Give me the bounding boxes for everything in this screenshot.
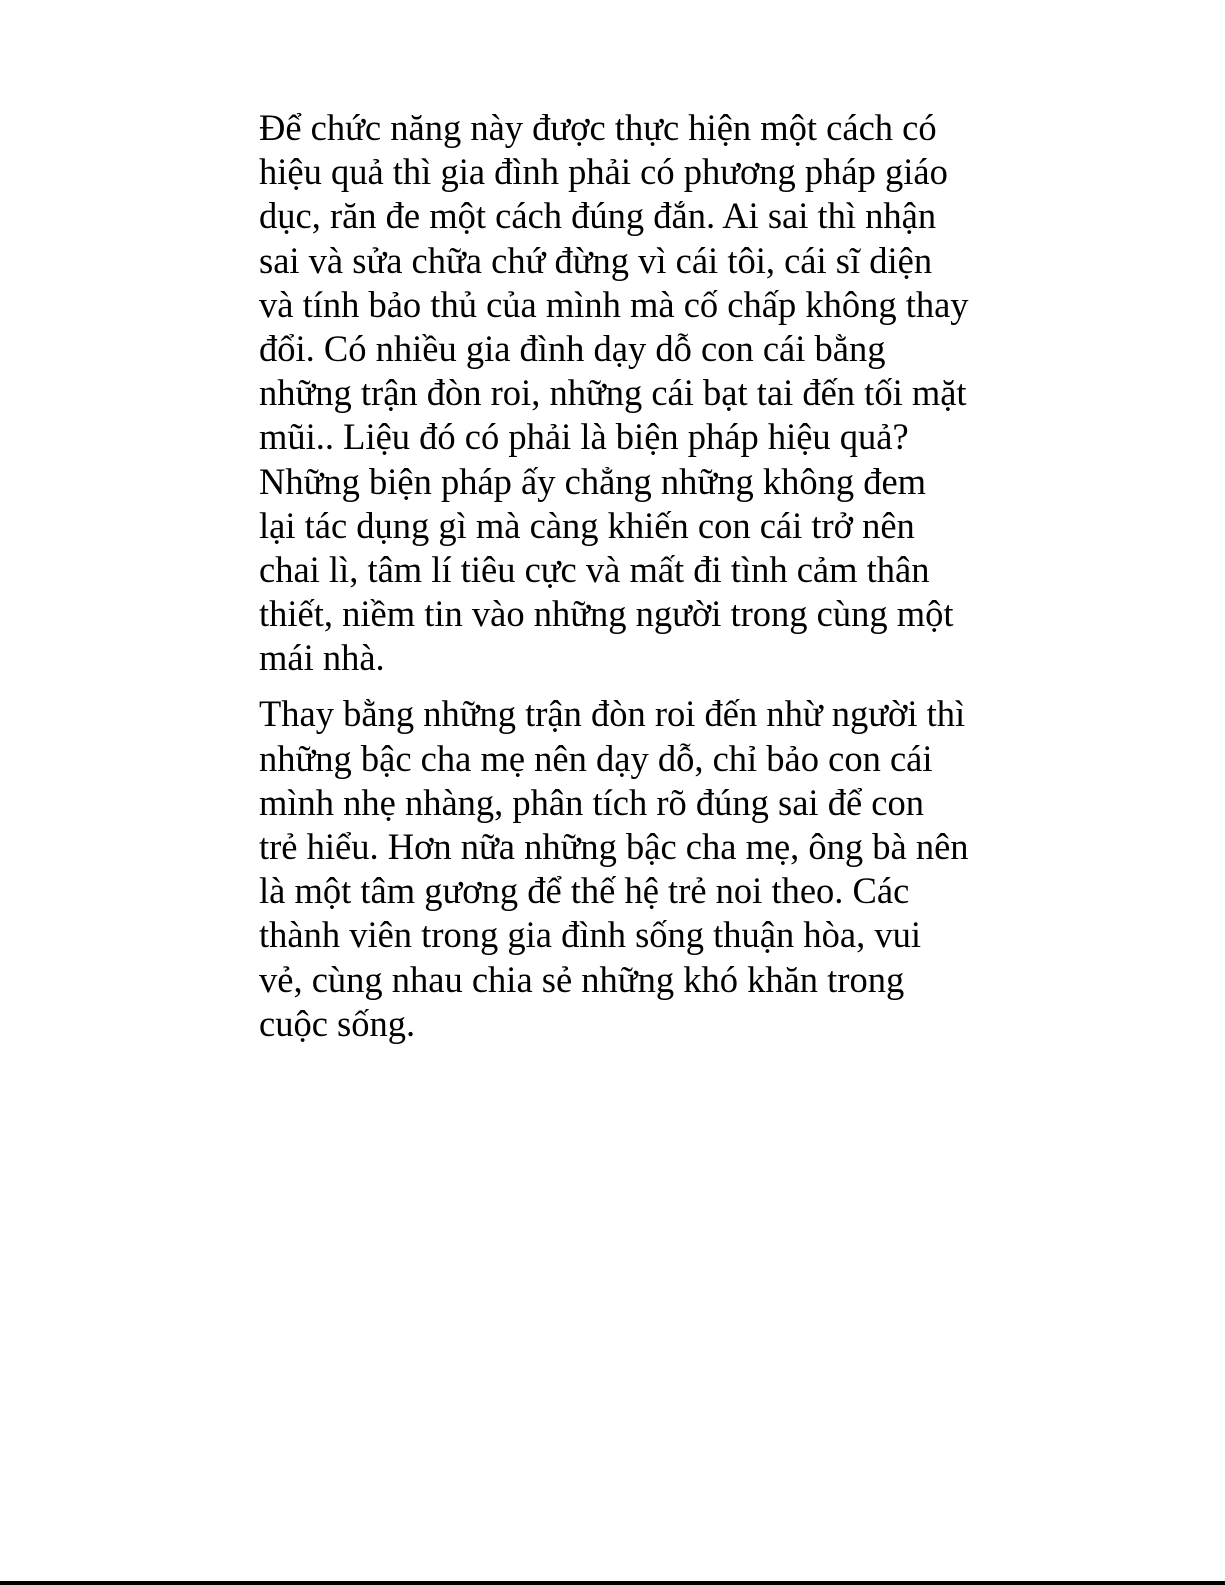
- text-line: cuộc sống.: [259, 1002, 416, 1044]
- text-line: trẻ hiểu. Hơn nữa những bậc cha mẹ, ông bà nên: [259, 826, 969, 867]
- paragraph-1: [259, 106, 969, 680]
- text-line: Những biện pháp ấy chẳng những không đem: [259, 460, 927, 502]
- bottom-border: [0, 1581, 1225, 1585]
- text-line: và tính bảo thủ của mình mà cố chấp không thay: [259, 283, 969, 325]
- text-line: những trận đòn roi, những cái bạt tai đến tối mặt: [259, 372, 967, 414]
- paragraph-2: [259, 692, 969, 1046]
- text-line: mình nhẹ nhàng, phân tích rõ đúng sai để con: [259, 781, 924, 823]
- text-line: mũi.. Liệu đó có phải là biện pháp hiệu quả?: [259, 416, 909, 458]
- text-line: lại tác dụng gì mà càng khiến con cái trở nên: [259, 504, 915, 546]
- text-line: thiết, niềm tin vào những người trong cùng một: [259, 593, 954, 635]
- text-line: thành viên trong gia đình sống thuận hòa, vui: [259, 914, 921, 956]
- text-line: vẻ, cùng nhau chia sẻ những khó khăn trong: [259, 958, 905, 1000]
- body-text: [259, 106, 969, 1046]
- text-line: sai và sửa chữa chứ đừng vì cái tôi, cái sĩ diện: [259, 239, 933, 281]
- text-line: Để chức năng này được thực hiện một cách có: [259, 107, 937, 148]
- text-line: những bậc cha mẹ nên dạy dỗ, chỉ bảo con cái: [259, 737, 933, 779]
- text-line: hiệu quả thì gia đình phải có phương pháp giáo: [259, 151, 948, 193]
- text-line: mái nhà.: [259, 637, 385, 679]
- text-line: dục, răn đe một cách đúng đắn. Ai sai thì nhận: [259, 195, 937, 237]
- text-line: đổi. Có nhiều gia đình dạy dỗ con cái bằng: [259, 327, 886, 369]
- text-line: chai lì, tâm lí tiêu cực và mất đi tình cảm thân: [259, 548, 930, 590]
- text-line: là một tâm gương để thế hệ trẻ noi theo. Các: [259, 870, 910, 912]
- text-line: Thay bằng những trận đòn roi đến nhừ người thì: [259, 693, 966, 735]
